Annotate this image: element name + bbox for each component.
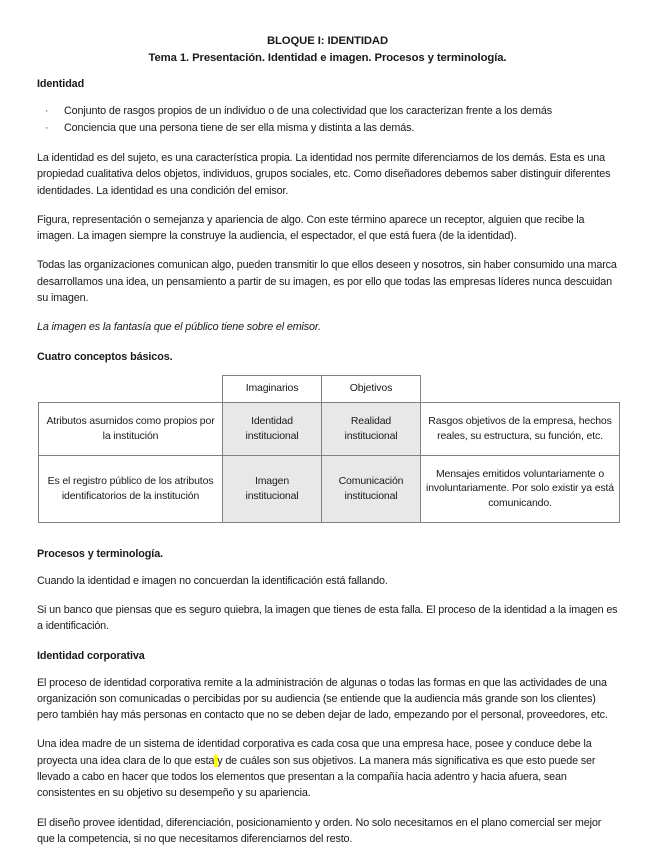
bullet-marker-icon: · [45, 105, 49, 117]
paragraph-organizaciones: Todas las organizaciones comunican algo, pueden transmitir lo que ellos deseen y nosotros, sin haber consumido una marca desarrollamos una idea, un pensamiento a partir de su imagen, es por ello que todas las empresas líderes nunca descuidan su imagen. [37, 259, 617, 305]
paragraph-banco-ejemplo: Si un banco que piensas que es seguro quiebra, la imagen que tienes de esta falla. El proceso de la identidad a la imagen es a identificación. [37, 603, 618, 633]
table-cell-comunicacion-institucional: Comunicación institucional [322, 455, 421, 522]
table-cell-realidad-institucional: Realidad institucional [322, 402, 421, 455]
table-header-cell-objetivos: Objetivos [322, 375, 421, 402]
table-cell-imagen-institucional: Imagen institucional [223, 455, 322, 522]
list-item-label: Conciencia que una persona tiene de ser ella misma y distinta a las demás. [64, 122, 415, 134]
section-heading-cuatro-conceptos: Cuatro conceptos básicos. [37, 350, 173, 363]
paragraph-idea-madre [37, 736, 618, 801]
concepts-table [38, 375, 620, 523]
paragraph-diseno-provee: El diseño provee identidad, diferenciación, posicionamiento y orden. No solo necesitamos en el plano comercial ser mejor que la competencia, si no que necesitamos diferenciarnos del resto. [37, 816, 602, 845]
table-cell-mensajes-emitidos: Mensajes emitidos voluntariamente o involuntariamente. Por solo existir ya está comunicando. [421, 455, 620, 522]
table-header-row [39, 375, 620, 402]
table-header-cell-empty-left [39, 375, 223, 402]
section-heading-procesos-terminologia: Procesos y terminología. [37, 547, 164, 560]
paragraph-identidad: La identidad es del sujeto, es una característica propia. La identidad nos permite diferenciarnos de los demás. Esta es una propiedad cualitativa delos objetos, individuos, grupos sociales, etc. Como diseñadores debemos saber distinguir diferentes identidades. La identidad es una condición del emisor. [37, 152, 611, 197]
idea-madre-text-before-highlight: Una idea madre de un sistema de identidad corporativa es cada cosa que una empresa hace, posee y conduce debe la proyecta una idea clara de lo que esta [37, 738, 592, 767]
table-cell-rasgos-objetivos: Rasgos objetivos de la empresa, hechos reales, su estructura, su función, etc. [421, 402, 620, 455]
table-row [39, 402, 620, 455]
table-header-cell-empty-right [421, 375, 620, 402]
list-item [37, 120, 618, 137]
list-item [37, 103, 618, 120]
idea-madre-text-after-highlight: y de cuáles son sus objetivos. La manera más significativa es que esto puede ser llevado a cabo en hacer que todos los elementos que presentan a la compañía hacia adentro y hacia afuera, sean consistentes en su objetivo su desempeño y su apariencia. [37, 754, 596, 800]
table-cell-registro-publico: Es el registro público de los atributos identificatorios de la institución [39, 455, 223, 522]
document-title: BLOQUE I: IDENTIDAD [266, 35, 389, 47]
paragraph-proceso-identidad-corporativa: El proceso de identidad corporativa remite a la administración de algunas o todas las formas en que las actividades de una organización son comunicadas o percibidas por su audiencia (se entiende que la audiencia más grande son los clientes) pero también hay más personas en contacto que no se deben dejar de lado, empezando por el personal, proveedores, etc. [37, 676, 608, 722]
list-item-label: Conjunto de rasgos propios de un individuo o de una colectividad que los caracterizan frente a los demás [64, 105, 552, 117]
section-heading-identidad-corporativa: Identidad corporativa [37, 649, 145, 662]
document-subtitle: Tema 1. Presentación. Identidad e imagen. Procesos y terminología. [148, 52, 507, 64]
bullet-marker-icon: · [45, 122, 49, 134]
table-cell-identidad-institucional: Identidad institucional [223, 402, 322, 455]
paragraph-quote-imagen-fantasia: La imagen es la fantasía que el público tiene sobre el emisor. [37, 321, 321, 334]
paragraph-figura: Figura, representación o semejanza y apariencia de algo. Con este término aparece un receptor, alguien que recibe la imagen. La imagen siempre la construye la audiencia, el espectador, el que está fuera (de la identidad). [37, 213, 585, 243]
paragraph-cuando-identidad: Cuando la identidad e imagen no concuerdan la identificación está fallando. [37, 574, 388, 587]
table-bottom-spacer [37, 523, 618, 546]
table-header-cell-imaginarios: Imaginarios [223, 375, 322, 402]
section-heading-identidad: Identidad [37, 78, 85, 90]
table-cell-atributos-asumidos: Atributos asumidos como propios por la institución [39, 402, 223, 455]
table-row [39, 455, 620, 522]
identidad-bullet-list [37, 103, 618, 137]
